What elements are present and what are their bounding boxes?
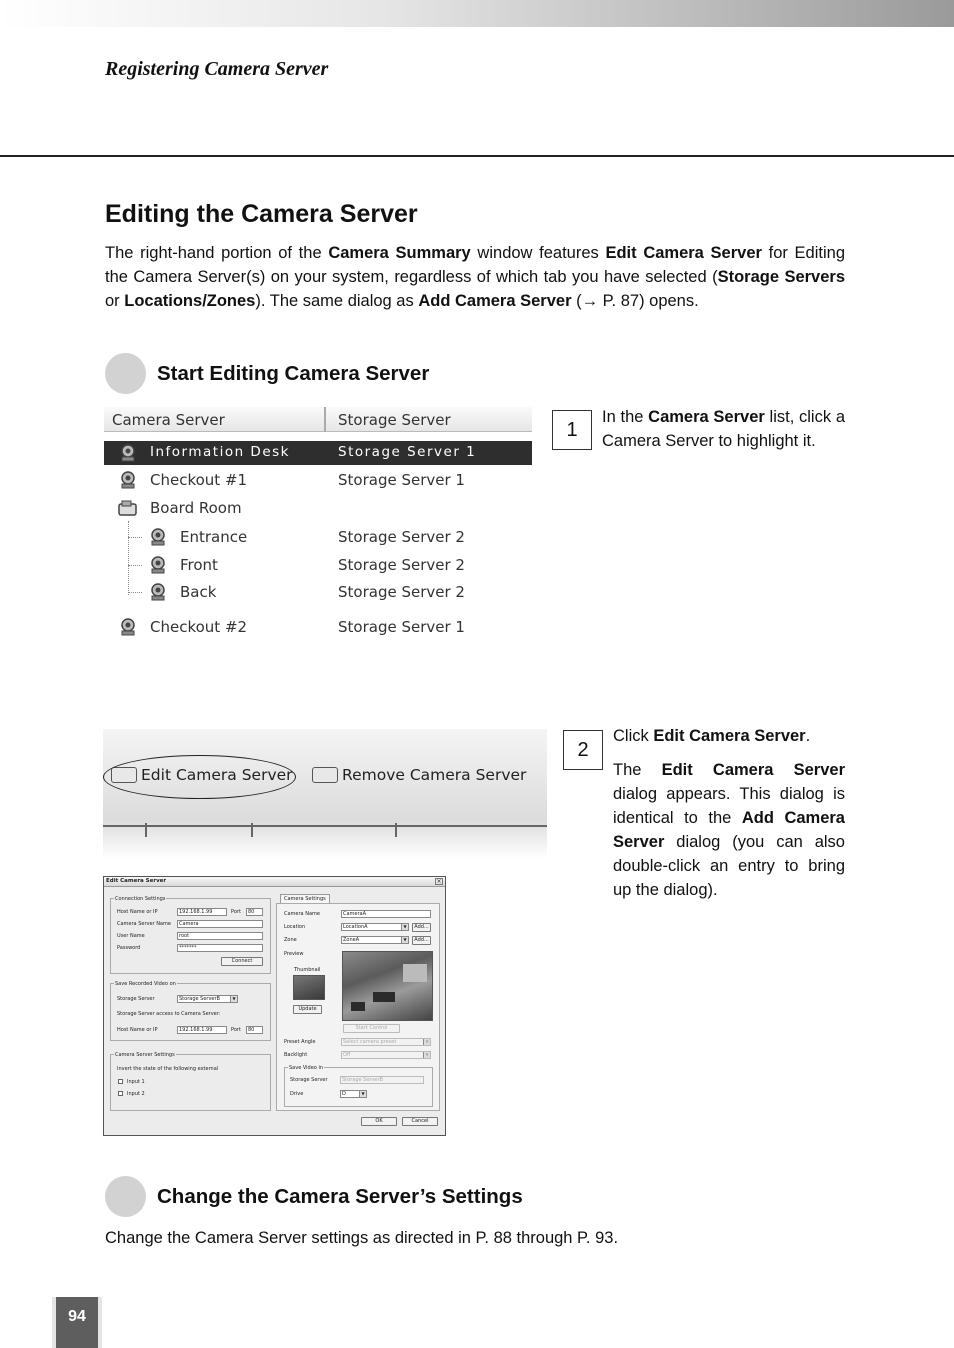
input1-checkbox[interactable] [118, 1079, 123, 1084]
section-title: Editing the Camera Server [105, 200, 418, 228]
invert-label: Invert the state of the following external [117, 1066, 219, 1072]
port-label: Port [231, 909, 241, 915]
ok-button[interactable]: OK [361, 1117, 397, 1126]
section-bullet-icon [105, 353, 146, 394]
password-input[interactable]: ******* [177, 944, 263, 952]
backlight-label: Backlight [284, 1052, 308, 1058]
camera-icon [148, 582, 168, 602]
step-number-1: 1 [552, 410, 592, 450]
group-label: Save Recorded Video on [115, 981, 176, 987]
list-item[interactable] [104, 580, 532, 604]
group-label: Save Video in [289, 1065, 324, 1071]
list-item-name: Back [180, 583, 217, 601]
edit-camera-server-dialog [103, 876, 446, 1136]
start-control-button[interactable]: Start Control [343, 1024, 400, 1033]
zone-label: Zone [284, 937, 297, 943]
column-header-storage-server[interactable]: Storage Server [338, 411, 451, 429]
port-input[interactable]: 80 [246, 1026, 263, 1034]
password-label: Password [117, 945, 141, 951]
host-label: Host Name or IP [117, 909, 158, 915]
host-label: Host Name or IP [117, 1027, 158, 1033]
edit-camera-server-label: Edit Camera Server [141, 766, 293, 784]
subsection-title: Change the Camera Server’s Settings [157, 1184, 523, 1208]
port-label: Port [231, 1027, 241, 1033]
list-item-name: Information Desk [150, 444, 290, 460]
group-label: Connection Settings [115, 896, 166, 902]
column-divider[interactable] [324, 407, 326, 432]
list-item-name: Checkout #2 [150, 618, 248, 636]
header-rule [0, 155, 954, 157]
camera-preview-image [342, 951, 433, 1021]
add-zone-button[interactable]: Add... [412, 936, 431, 945]
close-icon[interactable]: × [436, 878, 442, 885]
dialog-title: Edit Camera Server [106, 878, 167, 884]
camera-group-icon [118, 498, 138, 518]
update-button[interactable]: Update [293, 1005, 322, 1014]
subsection-start-editing [105, 353, 429, 394]
name-input[interactable]: Camera [177, 920, 263, 928]
preview-label: Preview [284, 951, 304, 957]
camera-icon [148, 555, 168, 575]
drive-select[interactable]: D ▼ [340, 1090, 367, 1098]
input1-label: Input 1 [127, 1079, 145, 1085]
preset-label: Preset Angle [284, 1039, 316, 1045]
location-select[interactable]: LocationA ▼ [341, 923, 409, 931]
list-item-name: Front [180, 556, 218, 574]
list-item[interactable] [104, 468, 532, 492]
list-item-storage-server: Storage Server 1 [338, 471, 465, 489]
preset-select[interactable]: Select camera preset ▼ [341, 1038, 431, 1046]
list-item[interactable] [104, 441, 532, 465]
connect-button[interactable]: Connect [221, 957, 263, 966]
save-video-group [110, 983, 271, 1041]
zone-select[interactable]: ZoneA ▼ [341, 936, 409, 944]
intro-paragraph: The right-hand portion of the Camera Summary window features Edit Camera Server for Editing the Camera Server(s) on your system, regardless of which tab you have selected (Storage Servers or Locations/Zones). The same dialog as Add Camera Server (→ P. 87) opens. [105, 244, 846, 310]
dialog-title-bar [104, 877, 445, 887]
list-item[interactable] [104, 525, 532, 549]
list-item[interactable] [104, 553, 532, 577]
step-1-text: In the Camera Server list, click a Camera Server to highlight it. [602, 408, 846, 450]
host-input[interactable]: 192.168.1.99 [177, 1026, 227, 1034]
camera-remove-icon [312, 767, 338, 783]
camera-icon [118, 470, 138, 490]
thumbnail-label: Thumbnail [294, 967, 321, 973]
storage-label: Storage Server [290, 1077, 328, 1083]
column-header-camera-server[interactable]: Camera Server [112, 411, 225, 429]
list-item-storage-server: Storage Server 2 [338, 556, 465, 574]
top-gradient-band [0, 0, 954, 27]
list-header [104, 407, 532, 432]
storage-select[interactable]: Storage ServerB ▼ [177, 995, 238, 1003]
camera-summary-toolbar [103, 729, 547, 859]
tab-camera-settings[interactable]: Camera Settings [280, 894, 330, 903]
camera-icon [118, 617, 138, 637]
closing-paragraph: Change the Camera Server settings as directed in P. 88 through P. 93. [105, 1229, 619, 1247]
tab-strip [103, 825, 547, 835]
backlight-select[interactable]: Off ▼ [341, 1051, 431, 1059]
user-input[interactable]: root [177, 932, 263, 940]
storage-field: Storage ServerB [340, 1076, 424, 1084]
step-number-2: 2 [563, 730, 603, 770]
thumbnail-image [293, 975, 325, 1000]
list-item-name: Entrance [180, 528, 248, 546]
add-location-button[interactable]: Add... [412, 923, 431, 932]
access-label: Storage Server access to Camera Server: [117, 1011, 221, 1017]
camera-name-label: Camera Name [284, 911, 320, 917]
tree-connector [128, 521, 129, 595]
running-header: Registering Camera Server [105, 58, 329, 80]
subsection-title: Start Editing Camera Server [157, 361, 430, 385]
list-item-name: Board Room [150, 499, 242, 517]
list-item-storage-server: Storage Server 1 [338, 618, 465, 636]
location-label: Location [284, 924, 306, 930]
input2-label: Input 2 [127, 1091, 145, 1097]
save-video-in-group [284, 1067, 433, 1107]
camera-name-input[interactable]: CameraA [341, 910, 431, 918]
port-input[interactable]: 80 [246, 908, 263, 916]
connection-settings-group [110, 898, 271, 974]
section-bullet-icon [105, 1176, 146, 1217]
list-item-storage-server: Storage Server 2 [338, 583, 465, 601]
remove-camera-server-button[interactable] [312, 766, 526, 784]
name-label: Camera Server Name [117, 921, 171, 927]
subsection-change-settings [105, 1176, 523, 1217]
input2-checkbox[interactable] [118, 1091, 123, 1096]
remove-camera-server-label: Remove Camera Server [342, 766, 527, 784]
user-label: User Name [117, 933, 145, 939]
page-number: 94 [56, 1297, 98, 1348]
cancel-button[interactable]: Cancel [402, 1117, 438, 1126]
storage-label: Storage Server [117, 996, 155, 1002]
host-input[interactable]: 192.168.1.99 [177, 908, 227, 916]
camera-icon [118, 443, 138, 463]
list-item-storage-server: Storage Server 2 [338, 528, 465, 546]
list-item[interactable] [104, 615, 532, 639]
list-item-storage-server: Storage Server 1 [338, 444, 477, 460]
list-item-name: Checkout #1 [150, 471, 248, 489]
group-label: Camera Server Settings [115, 1052, 175, 1058]
step-2-text: Click Edit Camera Server. The Edit Camera Server dialog appears. This dialog is identical to the Add Camera Server dialog (you can also double-click an entry to bring up the dialog). [613, 727, 845, 899]
page-number-tab [52, 1297, 102, 1348]
camera-server-settings-group [110, 1054, 271, 1111]
highlight-ring [103, 755, 296, 799]
camera-icon [148, 527, 168, 547]
camera-server-list [104, 407, 532, 643]
list-item[interactable] [104, 496, 532, 520]
drive-label: Drive [290, 1091, 304, 1097]
